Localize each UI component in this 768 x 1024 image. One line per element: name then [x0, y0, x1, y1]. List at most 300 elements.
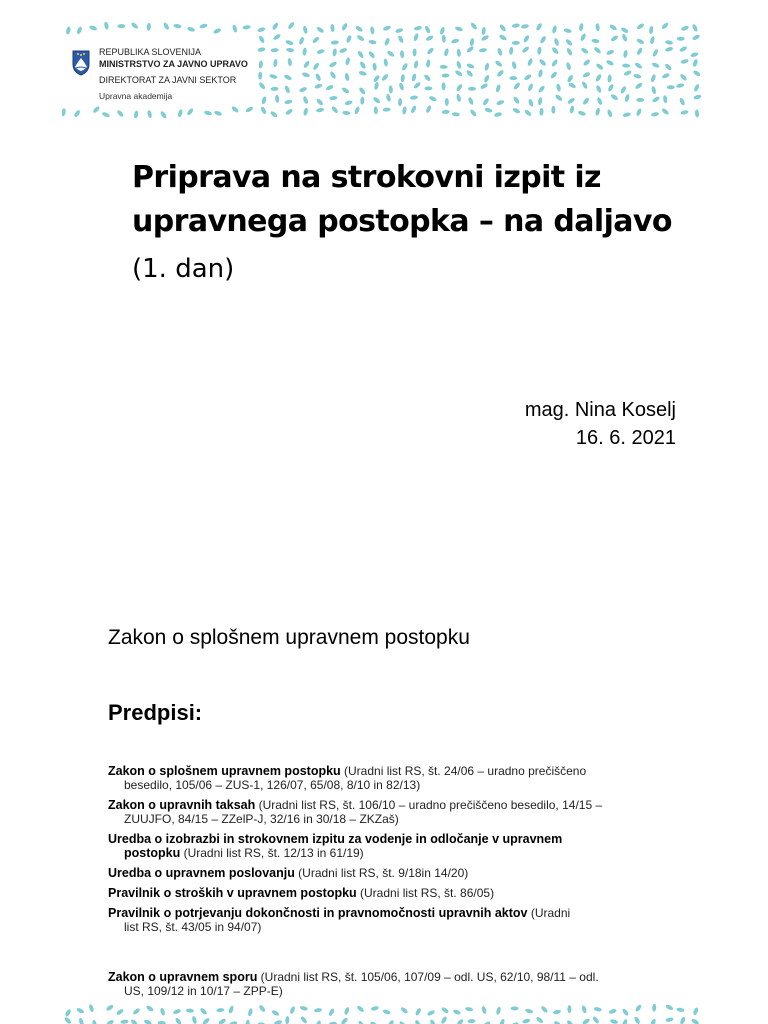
leaf-dot — [299, 1005, 308, 1011]
leaf-dot — [667, 85, 675, 89]
leaf-dot — [429, 1019, 436, 1024]
law-name: Pravilnik o stroških v upravnem postopku — [108, 886, 357, 900]
leaf-dot — [567, 1005, 571, 1013]
leaf-dot — [595, 107, 601, 116]
leaf-dot — [383, 107, 391, 112]
leaf-dot — [580, 47, 589, 55]
leaf-dot — [661, 72, 670, 79]
leaf-dot — [527, 58, 534, 67]
leaf-dot — [258, 1004, 266, 1013]
leaf-dot — [568, 82, 577, 89]
leaf-dot — [400, 1006, 409, 1014]
leaf-dot — [425, 35, 434, 42]
leaf-dot — [499, 24, 507, 33]
leaf-dot — [538, 97, 543, 106]
leaf-dot — [331, 40, 339, 45]
leaf-dot — [386, 50, 395, 58]
leaf-dot — [636, 98, 644, 102]
leaf-dot — [540, 1005, 548, 1014]
leaf-dot — [466, 45, 475, 53]
law-reference: (Uradni list RS, št. 12/13 in 61/19) — [180, 846, 364, 860]
leaf-dot — [582, 71, 591, 78]
leaf-dot — [302, 96, 309, 105]
leaf-dot — [372, 96, 381, 104]
leaf-dot — [610, 34, 619, 42]
leaf-dot — [690, 52, 699, 58]
leaf-dot — [679, 1016, 686, 1024]
leaf-dot — [651, 86, 657, 95]
leaf-dot — [692, 1007, 699, 1016]
leaf-dot — [316, 26, 325, 34]
leaf-dot — [65, 26, 71, 35]
leaf-dot — [565, 38, 573, 46]
leaf-dot — [414, 1019, 421, 1024]
leaf-dot — [273, 59, 278, 67]
leaf-dot — [298, 36, 305, 45]
leaf-dot — [413, 33, 419, 42]
leaf-dot — [187, 26, 196, 32]
author-block — [525, 396, 676, 452]
leaf-dot — [117, 24, 125, 28]
leaf-dot — [537, 85, 545, 94]
leaf-dot — [301, 72, 310, 78]
leaf-dot — [634, 1004, 642, 1013]
leaf-dot — [479, 48, 488, 53]
regulations-list — [108, 764, 668, 1004]
leaf-dot — [567, 97, 576, 105]
leaf-dot — [78, 1017, 84, 1024]
leaf-dot — [607, 83, 615, 92]
leaf-dot — [232, 24, 238, 33]
leaf-dot — [636, 38, 645, 45]
author-name: mag. Nina Koselj — [524, 399, 676, 421]
leaf-dot — [76, 26, 83, 35]
leaf-dot — [679, 46, 688, 53]
leaf-dot — [553, 1020, 562, 1024]
leaf-dot — [329, 71, 337, 80]
leaf-dot — [452, 1009, 461, 1016]
leaf-dot — [695, 109, 700, 117]
leaf-dot — [496, 69, 505, 77]
leaf-dot — [693, 94, 702, 100]
law-reference-cont: besedilo, 105/06 – ZUS-1, 126/07, 65/08, 8/10 in 82/13) — [124, 778, 421, 792]
leaf-dot — [651, 112, 660, 118]
leaf-dot — [299, 86, 308, 93]
leaf-dot — [412, 48, 416, 56]
leaf-dot — [607, 74, 612, 82]
leaf-dot — [455, 83, 463, 92]
org-line-2: MINISTRSTVO ZA JAVNO UPRAVO — [99, 59, 248, 69]
leaf-dot — [89, 25, 98, 32]
leaf-dot — [315, 73, 322, 82]
leaf-dot — [287, 22, 295, 30]
leaf-dot — [665, 1017, 674, 1023]
coat-of-arms-icon — [72, 50, 90, 76]
leaf-dot — [677, 37, 685, 41]
leaf-dot — [623, 70, 632, 77]
leaf-dot — [551, 59, 559, 68]
leaf-dot — [512, 107, 521, 114]
leaf-dot — [302, 26, 308, 35]
leaf-dot — [216, 1008, 224, 1013]
leaf-dot — [258, 72, 262, 80]
leaf-dot — [442, 109, 450, 114]
leaf-dot — [177, 109, 183, 118]
leaf-dot — [496, 99, 505, 106]
second-slide-heading: Zakon o splošnem upravnem postopku — [108, 626, 470, 649]
law-name: Uredba o upravnem poslovanju — [108, 866, 295, 880]
leaf-dot — [440, 1016, 447, 1024]
law-name: Zakon o upravnem sporu — [108, 970, 258, 984]
leaf-dot — [146, 23, 151, 31]
leaf-dot — [373, 74, 381, 83]
leaf-dot — [621, 33, 628, 42]
leaf-dot — [539, 108, 544, 116]
leaf-dot — [382, 25, 391, 31]
leaf-dot — [554, 94, 563, 102]
leaf-dot — [621, 1008, 629, 1017]
leaf-dot — [512, 23, 521, 28]
leaf-dot — [664, 63, 673, 71]
law-reference: (Uradni list RS, št. 9/18in 14/20) — [294, 866, 469, 880]
leaf-dot — [452, 112, 460, 117]
leaf-dot — [273, 33, 282, 41]
leaf-dot — [581, 81, 588, 90]
leaf-dot — [274, 1019, 283, 1024]
leaf-dot — [101, 111, 110, 118]
leaf-dot — [261, 96, 267, 105]
leaf-dot — [665, 46, 674, 52]
leaf-dot — [483, 74, 490, 83]
leaf-dot — [163, 22, 170, 31]
leaf-dot — [342, 110, 350, 115]
leaf-dot — [358, 70, 367, 76]
leaf-dot — [511, 1006, 519, 1010]
title-line-1: Priprava na strokovni izpit iz — [132, 160, 601, 195]
leaf-dot — [651, 62, 660, 69]
leaf-dot — [661, 107, 670, 115]
leaf-dot — [623, 50, 628, 59]
leaf-dot — [160, 1007, 166, 1016]
leaf-dot — [385, 93, 391, 102]
leaf-dot — [595, 23, 600, 31]
leaf-dot — [398, 82, 404, 91]
leaf-dot — [62, 108, 66, 117]
leaf-dot — [341, 87, 350, 95]
law-name: Pravilnik o potrjevanju dokončnosti in pravnomočnosti upravnih aktov — [108, 906, 528, 920]
leaf-dot — [593, 46, 602, 54]
law-name: Zakon o upravnih taksah — [108, 798, 256, 812]
leaf-dot — [213, 27, 222, 34]
leaf-dot — [634, 62, 643, 70]
leaf-dot — [523, 34, 531, 43]
leaf-dot — [271, 22, 279, 31]
leaf-dot — [652, 48, 659, 57]
leaf-dot — [186, 1008, 194, 1013]
leaf-dot — [289, 1006, 296, 1015]
law-item — [108, 886, 668, 900]
leaf-dot — [269, 73, 278, 79]
leaf-dot — [535, 22, 543, 31]
law-name-cont: postopku — [124, 846, 181, 860]
leaf-dot — [691, 1018, 700, 1024]
leaf-dot — [428, 95, 437, 102]
leaf-dot — [511, 61, 517, 70]
leaf-dot — [468, 87, 476, 91]
law-reference-cont: ZUUJFO, 84/15 – ZZelP-J, 32/16 in 30/18 – ZKZaš) — [124, 812, 399, 826]
leaf-dot — [606, 59, 615, 66]
leaf-dot — [132, 1007, 141, 1015]
leaf-dot — [286, 48, 294, 53]
leaf-dot — [442, 82, 446, 90]
leaf-dot — [467, 1019, 475, 1024]
leaf-dot — [133, 110, 138, 118]
leaf-dot — [481, 1006, 487, 1015]
leaf-dot — [445, 98, 449, 106]
leaf-dot — [368, 50, 376, 59]
leaf-dot — [271, 1009, 280, 1016]
leaf-dot — [456, 49, 461, 57]
leaf-dot — [303, 60, 311, 69]
leaf-dot — [130, 22, 139, 30]
leaf-dot — [621, 1018, 628, 1024]
law-reference-cont: US, 109/12 in 10/17 – ZPP-E) — [124, 984, 283, 998]
leaf-dot — [595, 85, 602, 94]
leaf-dot — [692, 69, 701, 77]
leaf-dot — [284, 99, 293, 105]
leaf-dot — [595, 63, 604, 71]
leaf-dot — [443, 48, 449, 57]
leaf-dot — [582, 1018, 591, 1024]
leaf-dot — [550, 71, 558, 80]
leaf-dot — [494, 60, 503, 68]
leaf-dot — [387, 1019, 395, 1024]
leaf-dot — [413, 60, 419, 69]
leaf-dot — [402, 106, 407, 115]
leaf-dot — [341, 22, 348, 31]
leaf-dot — [676, 83, 685, 89]
leaf-dot — [692, 34, 701, 41]
leaf-dot — [228, 1005, 234, 1014]
org-line-4: Upravna akademija — [99, 91, 173, 101]
leaf-dot — [76, 1007, 85, 1014]
law-item — [108, 970, 668, 998]
leaf-dot — [73, 109, 81, 118]
leaf-dot — [64, 1008, 71, 1017]
leaf-dot — [368, 39, 377, 44]
leaf-dot — [345, 57, 351, 66]
leaf-dot — [358, 1020, 366, 1024]
slide-title — [132, 156, 732, 244]
leaf-dot — [522, 1018, 531, 1024]
leaf-dot — [427, 1009, 436, 1016]
leaf-dot — [620, 85, 628, 94]
leaf-dot — [345, 35, 352, 44]
leaf-dot — [569, 105, 574, 114]
leaf-dot — [692, 59, 698, 68]
predpisi-heading: Predpisi: — [108, 700, 203, 725]
leaf-dot — [512, 96, 520, 105]
leaf-dot — [481, 34, 490, 41]
leaf-dot — [539, 35, 547, 44]
leaf-dot — [356, 1005, 365, 1013]
leaf-dot — [424, 86, 432, 90]
leaf-dot — [467, 97, 474, 106]
leaf-dot — [382, 1009, 391, 1015]
leaf-dot — [401, 62, 409, 71]
leaf-dot — [652, 1004, 656, 1012]
leaf-dot — [465, 1006, 474, 1011]
leaf-dot — [199, 1007, 207, 1015]
leaf-dot — [528, 98, 534, 107]
leaf-dot — [592, 1016, 600, 1024]
leaf-dot — [566, 47, 573, 56]
leaf-dot — [620, 27, 629, 34]
leaf-dot — [593, 1006, 602, 1012]
leaf-dot — [329, 96, 337, 101]
leaf-dot — [316, 107, 325, 113]
leaf-dot — [535, 1016, 544, 1024]
leaf-dot — [582, 58, 591, 66]
leaf-dot — [242, 25, 251, 30]
leaf-dot — [371, 1005, 380, 1011]
leaf-dot — [204, 110, 213, 116]
leaf-dot — [606, 109, 613, 118]
leaf-dot — [173, 1008, 182, 1014]
leaf-dot — [285, 1016, 289, 1024]
leaf-dot — [410, 105, 417, 114]
leaf-dot — [314, 1008, 322, 1013]
leaf-dot — [231, 105, 240, 113]
leaf-dot — [92, 1020, 97, 1024]
leaf-dot — [270, 87, 278, 91]
leaf-dot — [258, 81, 266, 90]
leaf-dot — [214, 110, 223, 116]
leaf-dot — [160, 110, 168, 118]
leaf-dot — [663, 95, 668, 103]
leaf-dot — [202, 1017, 211, 1024]
leaf-dot — [691, 23, 698, 32]
leaf-dot — [484, 62, 490, 71]
leaf-dot — [257, 47, 266, 53]
leaf-dot — [466, 69, 474, 78]
leaf-dot — [482, 97, 490, 106]
leaf-dot — [92, 105, 100, 114]
leaf-dot — [312, 36, 321, 44]
leaf-dot — [596, 97, 603, 106]
leaf-dot — [456, 1018, 464, 1024]
leaf-dot — [398, 1020, 406, 1024]
leaf-dot — [441, 1006, 450, 1014]
leaf-dot — [426, 47, 434, 55]
leaf-dot — [456, 94, 462, 103]
leaf-pattern-graphic — [62, 1004, 702, 1024]
leaf-dot — [381, 73, 389, 82]
law-item — [108, 866, 668, 880]
leaf-dot — [423, 74, 431, 83]
law-reference-cont: list RS, št. 43/05 in 94/07) — [124, 920, 262, 934]
law-name: Zakon o splošnem upravnem postopku — [108, 764, 341, 778]
leaf-dot — [566, 1019, 574, 1024]
leaf-dot — [312, 62, 320, 71]
leaf-dot — [332, 48, 337, 57]
leaf-dot — [440, 65, 448, 69]
leaf-dot — [400, 50, 405, 58]
leaf-dot — [482, 1020, 491, 1024]
title-line-2: upravnega postopka – na daljavo — [132, 204, 672, 239]
leaf-dot — [454, 69, 463, 77]
leaf-dot — [287, 58, 292, 66]
leaf-dot — [329, 61, 338, 68]
leaf-dot — [581, 1005, 587, 1014]
leaf-dot — [580, 33, 587, 42]
law-reference: (Uradni list RS, št. 86/05) — [356, 886, 495, 900]
leaf-dot — [512, 41, 520, 45]
leaf-dot — [374, 81, 380, 90]
leaf-dot — [469, 109, 477, 118]
leaf-dot — [439, 26, 445, 35]
leaf-dot — [316, 98, 324, 107]
leaf-dot — [524, 109, 533, 117]
leaf-dot — [499, 1018, 506, 1024]
leaf-dot — [258, 35, 265, 44]
leaf-dot — [563, 28, 572, 34]
leaf-dot — [679, 73, 688, 81]
leaf-dot — [466, 63, 475, 70]
leaf-dot — [481, 27, 486, 35]
leaf-dot — [340, 1017, 348, 1024]
leaf-dot — [665, 40, 674, 45]
leaf-dot — [679, 97, 686, 106]
leaf-dot — [285, 108, 294, 116]
leaf-dot — [328, 1008, 335, 1017]
leaf-dot — [582, 97, 590, 106]
law-reference: (Uradni list RS, št. 106/10 – uradno prečiščeno besedilo, 14/15 – — [255, 798, 603, 812]
leaf-dot — [173, 23, 182, 28]
leaf-dot — [652, 96, 661, 104]
leaf-dot — [509, 76, 517, 80]
leaf-dot — [470, 22, 478, 30]
leaf-dot — [344, 73, 350, 82]
leaf-dot — [105, 1004, 114, 1012]
leaf-dot — [480, 82, 489, 90]
leaf-dot — [314, 83, 323, 89]
leaf-dot — [245, 1020, 250, 1024]
leaf-dot — [553, 38, 559, 47]
leaf-dot — [556, 83, 562, 92]
leaf-dot — [425, 105, 432, 114]
leaf-dot — [174, 1017, 182, 1024]
leaf-dot — [624, 94, 630, 103]
leaf-dot — [650, 74, 657, 83]
leaf-dot — [398, 98, 403, 106]
leaf-dot — [498, 34, 507, 42]
leaf-dot — [456, 60, 462, 69]
leaf-dot — [106, 1019, 115, 1024]
leaf-dot — [325, 84, 334, 91]
leaf-dot — [622, 63, 630, 67]
leaf-dot — [270, 110, 279, 118]
leaf-dot — [451, 38, 460, 44]
leaf-dot — [495, 84, 501, 93]
leaf-dot — [344, 100, 353, 106]
leaf-dot — [551, 106, 555, 114]
leaf-dot — [496, 1006, 502, 1015]
law-item — [108, 906, 668, 934]
leaf-dot — [64, 1016, 72, 1024]
leaf-dot — [633, 1016, 640, 1024]
leaf-dot — [373, 106, 378, 114]
